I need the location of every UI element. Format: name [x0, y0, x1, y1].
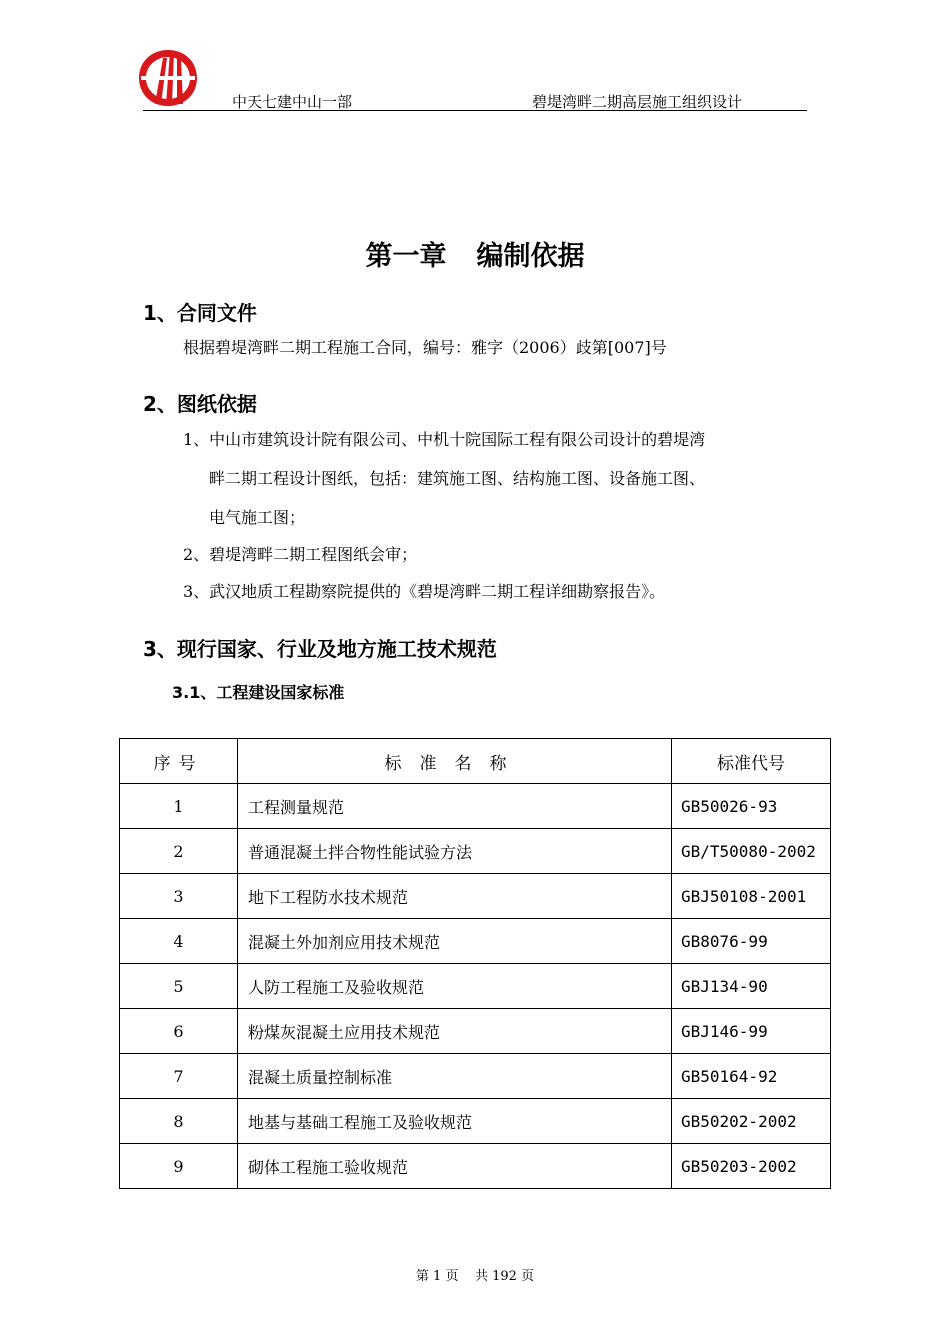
row-number: 3 [120, 874, 238, 919]
row-standard-code: GB50203-2002 [672, 1144, 831, 1189]
row-standard-name: 人防工程施工及验收规范 [238, 964, 672, 1009]
row-number: 4 [120, 919, 238, 964]
row-number: 7 [120, 1054, 238, 1099]
table-row [120, 784, 831, 829]
row-number: 8 [120, 1099, 238, 1144]
header-cell-code: 标准代号 [672, 739, 831, 784]
table-row [120, 1054, 831, 1099]
section-3-1-heading: 3.1、工程建设国家标准 [172, 683, 345, 702]
header-divider [143, 110, 807, 111]
table-row [120, 829, 831, 874]
page-footer: 第 1 页 共 192 页 [415, 1269, 535, 1284]
table-row [120, 1144, 831, 1189]
table-row [120, 874, 831, 919]
row-standard-code: GBJ146-99 [672, 1009, 831, 1054]
header-cell-no: 序号 [120, 739, 238, 784]
section-2-item-2: 2、碧堤湾畔二期工程图纸会审； [183, 545, 418, 564]
row-standard-name: 砌体工程施工验收规范 [238, 1144, 672, 1189]
row-number: 6 [120, 1009, 238, 1054]
row-number: 2 [120, 829, 238, 874]
section-2-item-1-line-2: 畔二期工程设计图纸，包括：建筑施工图、结构施工图、设备施工图、 [209, 469, 706, 488]
chapter-name: 编制依据 [476, 241, 585, 272]
row-standard-code: GBJ50108-2001 [672, 874, 831, 919]
row-standard-name: 普通混凝土拌合物性能试验方法 [238, 829, 672, 874]
row-standard-code: GB/T50080-2002 [672, 829, 831, 874]
row-standard-name: 地下工程防水技术规范 [238, 874, 672, 919]
row-standard-name: 地基与基础工程施工及验收规范 [238, 1099, 672, 1144]
table-header-row [120, 739, 831, 784]
company-logo-icon [137, 48, 199, 108]
section-2-item-3: 3、武汉地质工程勘察院提供的《碧堤湾畔二期工程详细勘察报告》。 [183, 582, 666, 601]
chapter-number: 第一章 [365, 241, 447, 272]
row-standard-name: 粉煤灰混凝土应用技术规范 [238, 1009, 672, 1054]
row-standard-code: GB50202-2002 [672, 1099, 831, 1144]
row-standard-code: GB50026-93 [672, 784, 831, 829]
header-company: 中天七建中山一部 [232, 93, 353, 111]
table-row [120, 964, 831, 1009]
standards-table [119, 738, 831, 1189]
section-1-text: 根据碧堤湾畔二期工程施工合同，编号：雅字（2006）歧第[007]号 [183, 338, 667, 357]
section-2-heading: 2、图纸依据 [143, 392, 257, 416]
chapter-title [0, 234, 950, 273]
section-3-heading: 3、现行国家、行业及地方施工技术规范 [143, 637, 497, 661]
row-number: 9 [120, 1144, 238, 1189]
table-row [120, 919, 831, 964]
row-standard-code: GB50164-92 [672, 1054, 831, 1099]
header-doc-title: 碧堤湾畔二期高层施工组织设计 [532, 93, 743, 111]
row-standard-name: 工程测量规范 [238, 784, 672, 829]
table-row [120, 1009, 831, 1054]
row-standard-code: GB8076-99 [672, 919, 831, 964]
header-cell-name: 标准名称 [238, 739, 672, 784]
row-standard-code: GBJ134-90 [672, 964, 831, 1009]
section-1-heading: 1、合同文件 [143, 301, 257, 325]
row-standard-name: 混凝土外加剂应用技术规范 [238, 919, 672, 964]
row-number: 1 [120, 784, 238, 829]
section-2-item-1-line-1: 1、中山市建筑设计院有限公司、中机十院国际工程有限公司设计的碧堤湾 [183, 430, 706, 449]
table-row [120, 1099, 831, 1144]
section-2-item-1-line-3: 电气施工图； [209, 508, 306, 527]
row-number: 5 [120, 964, 238, 1009]
row-standard-name: 混凝土质量控制标准 [238, 1054, 672, 1099]
